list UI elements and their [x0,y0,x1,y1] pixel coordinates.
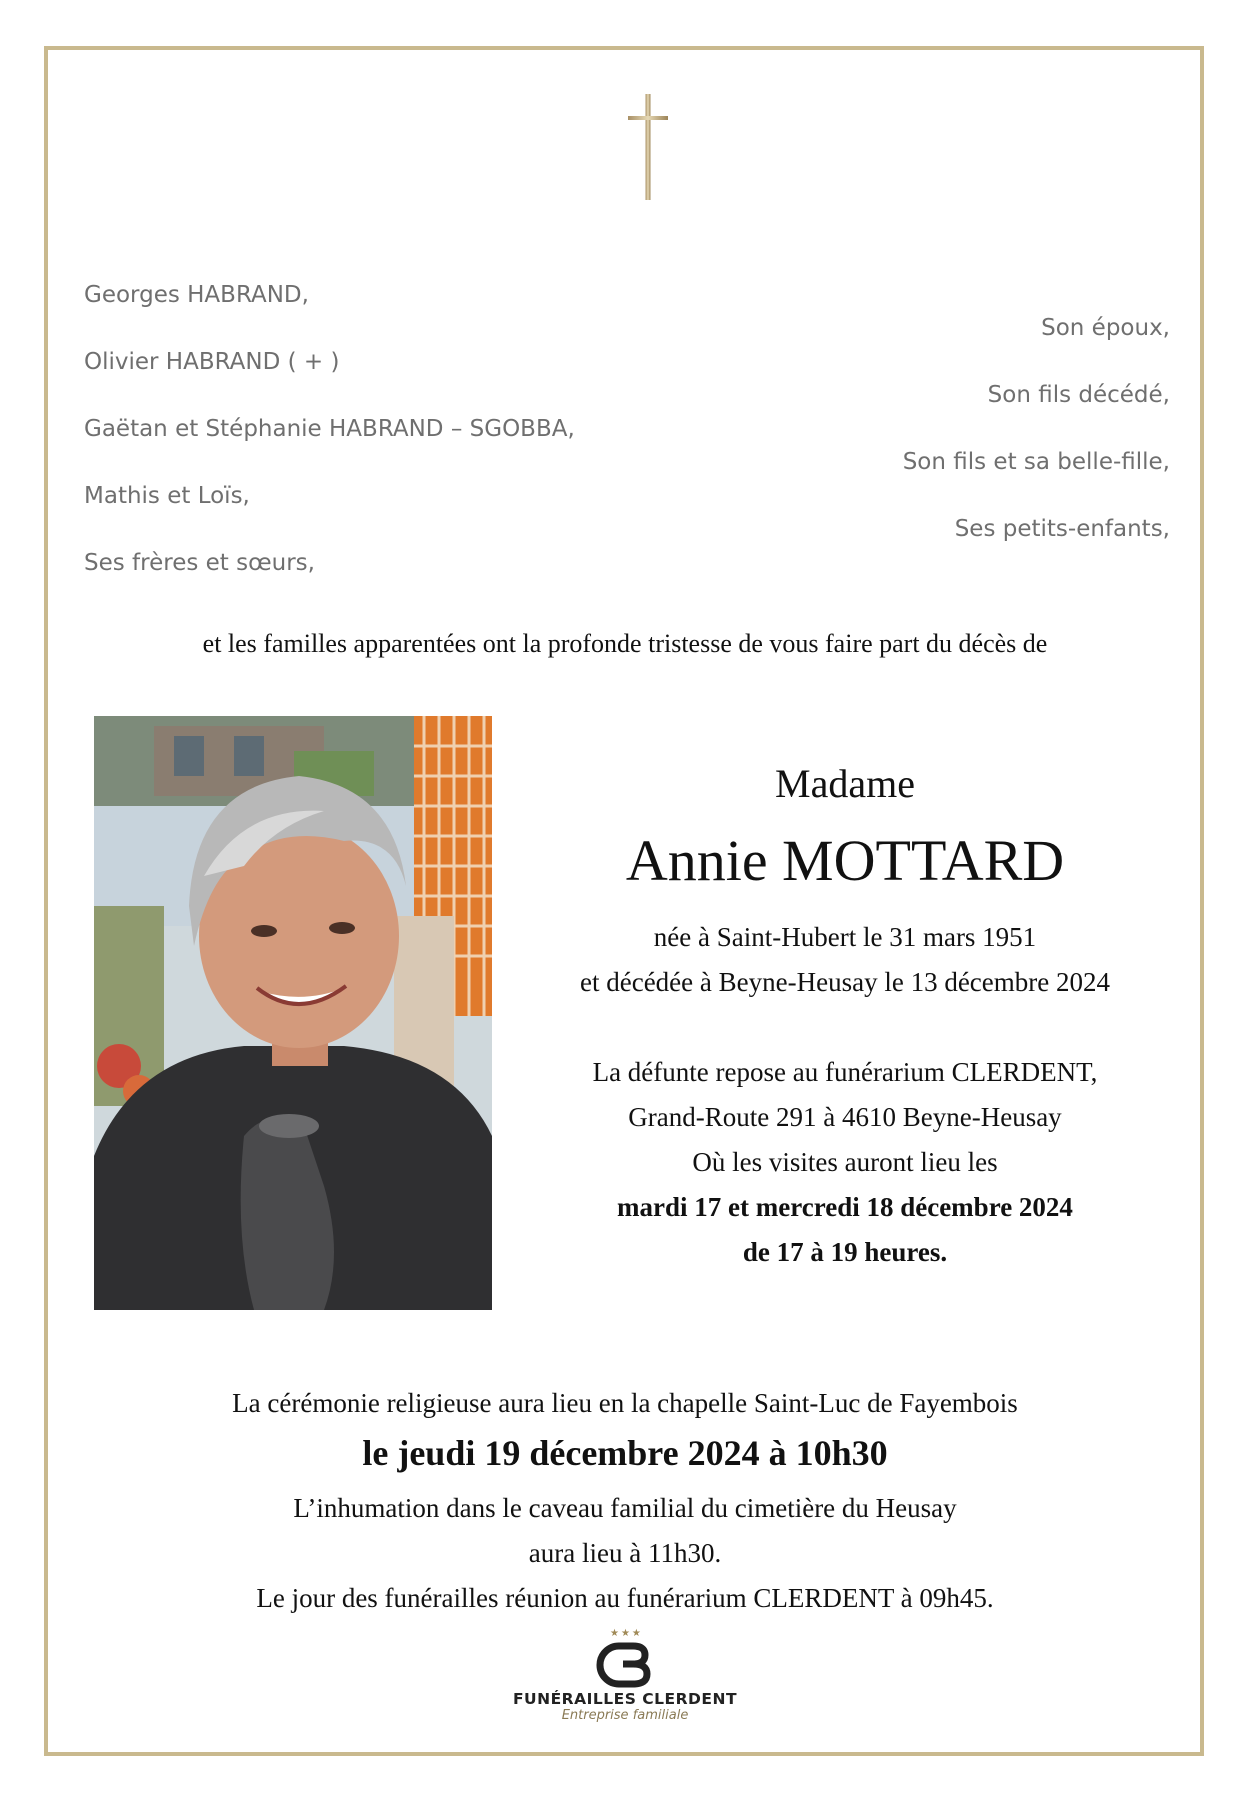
family-line-grandchildren-names: Mathis et Loïs, [84,483,250,509]
cross-icon [626,92,670,202]
ceremony-location: La cérémonie religieuse aura lieu en la chapelle Saint-Luc de Fayembois [232,1388,1018,1418]
family-relation-spouse: Son époux, [1041,315,1170,341]
family-line-son-name: Olivier HABRAND ( + ) [84,349,340,375]
birth-info: née à Saint-Hubert le 31 mars 1951 [653,922,1037,952]
announcement-intro: et les familles apparentées ont la profonde tristesse de vous faire part du décès de [202,629,1048,658]
visitation-location: La défunte repose au funérarium CLERDENT, [592,1057,1098,1087]
visitation-hours: de 17 à 19 heures. [742,1237,948,1267]
deceased-name: Annie MOTTARD [625,828,1065,893]
deceased-title: Madame [775,761,915,806]
logo-tagline: Entreprise familiale [561,1708,689,1723]
logo-company-name: FUNÉRAILLES CLERDENT [512,1690,738,1708]
gathering-info: Le jour des funérailles réunion au funérarium CLERDENT à 09h45. [256,1583,994,1613]
family-line-son-couple-name: Gaëtan et Stéphanie HABRAND – SGOBBA, [84,416,575,442]
visitation-dates: mardi 17 et mercredi 18 décembre 2024 [617,1192,1073,1222]
family-line-spouse-name: Georges HABRAND, [84,282,309,308]
portrait-photo [94,716,492,1310]
visitation-intro: Où les visites auront lieu les [692,1147,998,1177]
visitation-address: Grand-Route 291 à 4610 Beyne-Heusay [628,1102,1062,1132]
burial-info: L’inhumation dans le caveau familial du cimetière du Heusay [293,1493,957,1523]
family-relation-grandchildren: Ses petits-enfants, [954,516,1170,542]
burial-time: aura lieu à 11h30. [528,1538,722,1568]
clerdent-logo-icon [593,1642,653,1688]
logo-stars: ★★★ [610,1628,643,1639]
family-relation-son: Son fils décédé, [987,382,1170,408]
ceremony-date: le jeudi 19 décembre 2024 à 10h30 [362,1433,888,1473]
family-relation-son-couple: Son fils et sa belle-fille, [902,449,1170,475]
death-info: et décédée à Beyne-Heusay le 13 décembre 2024 [580,967,1110,997]
funeral-home-logo [505,1628,745,1723]
family-line-siblings: Ses frères et sœurs, [84,550,315,576]
